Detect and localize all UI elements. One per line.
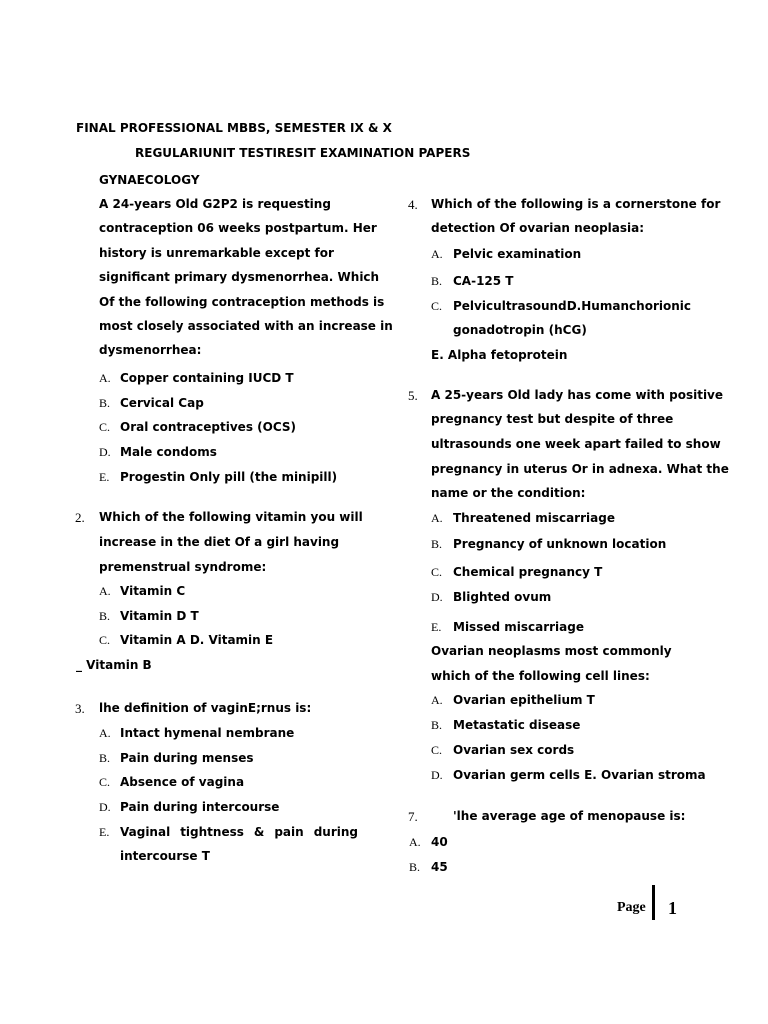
subject-heading: GYNAECOLOGY (99, 173, 200, 187)
option-text: Ovarian epithelium T (453, 693, 595, 707)
option-letter: D. (431, 590, 443, 604)
question-1-line: A 24-years Old G2P2 is requesting (99, 197, 331, 211)
word: & (253, 825, 265, 839)
option-text: gonadotropin (hCG) (453, 323, 587, 337)
option-text: Intact hymenal nembrane (120, 726, 295, 740)
option-letter: A. (99, 371, 111, 385)
option-letter: C. (99, 420, 111, 434)
option-text: 40 (431, 835, 448, 849)
question-2-line: premenstrual syndrome: (99, 560, 267, 574)
option-text: Male condoms (120, 445, 217, 459)
option-letter: C. (431, 743, 443, 757)
option-letter: B. (409, 860, 421, 874)
option-text: Vitamin C (120, 584, 186, 598)
question-1-line: history is unremarkable except for (99, 246, 334, 260)
option-text: Blighted ovum (453, 590, 552, 604)
question-5-line: name or the condition: (431, 486, 586, 500)
option-letter: D. (431, 768, 443, 782)
option-letter: D. (99, 800, 111, 814)
option-extra: E. Alpha fetoprotein (431, 348, 568, 362)
question-3-text: lhe definition of vaginE;rnus is: (99, 701, 312, 715)
word: D. (566, 299, 582, 313)
option-text: Threatened miscarriage (453, 511, 615, 525)
word: chorionic (629, 299, 691, 313)
question-7-text: 'lhe average age of menopause is: (453, 809, 686, 823)
question-4-line: Which of the following is a cornerstone for (431, 197, 721, 211)
question-1-line: contraception 06 weeks postpartum. Her (99, 221, 377, 235)
question-5-line: pregnancy in uterus Or in adnexa. What the (431, 462, 729, 476)
option-text: Cervical Cap (120, 396, 204, 410)
question-number: 2. (75, 510, 85, 525)
option-letter: E. (431, 620, 442, 634)
option-text: Copper containing IUCD T (120, 371, 294, 385)
option-text: 45 (431, 860, 448, 874)
option-letter: B. (431, 274, 443, 288)
option-letter: A. (409, 835, 421, 849)
word: during (313, 825, 358, 839)
option-text-justified (453, 299, 691, 314)
option-text: Chemical pregnancy T (453, 565, 603, 579)
word: pain (274, 825, 304, 839)
option-letter: B. (431, 718, 443, 732)
option-text: Metastatic disease (453, 718, 581, 732)
option-letter: C. (431, 299, 443, 313)
question-1-line: dysmenorrhea: (99, 343, 202, 357)
question-1-line: Of the following contraception methods is (99, 295, 385, 309)
option-text: Ovarian germ cells E. Ovarian stroma (453, 768, 706, 782)
option-letter: E. (99, 825, 110, 839)
option-letter: C. (99, 633, 111, 647)
question-2-line: Which of the following vitamin you will (99, 510, 363, 524)
option-letter: A. (431, 511, 443, 525)
question-1-line: significant primary dysmenorrhea. Which (99, 270, 380, 284)
option-letter: A. (431, 693, 443, 707)
word: Pelvic (453, 299, 494, 313)
question-5-line: pregnancy test but despite of three (431, 412, 674, 426)
question-number: 3. (75, 701, 85, 716)
option-extra: _ Vitamin B (76, 658, 152, 672)
option-letter: A. (99, 726, 111, 740)
option-text: Oral contraceptives (OCS) (120, 420, 296, 434)
word: Human (581, 299, 629, 313)
option-text: Vitamin D T (120, 609, 199, 623)
question-number: 5. (408, 388, 418, 403)
option-letter: A. (431, 247, 443, 261)
word: Vaginal (120, 825, 171, 839)
option-text: Pain during menses (120, 751, 254, 765)
header-line-2: REGULARIUNIT TESTIRESIT EXAMINATION PAPERS (135, 146, 471, 160)
option-text-justified (120, 825, 358, 840)
option-letter: E. (99, 470, 110, 484)
option-letter: C. (431, 565, 443, 579)
option-text: Ovarian sex cords (453, 743, 575, 757)
question-number: 7. (408, 809, 418, 824)
option-text: Vitamin A D. Vitamin E (120, 633, 274, 647)
option-letter: D. (99, 445, 111, 459)
question-6-line: Ovarian neoplasms most commonly (431, 644, 672, 658)
question-number: 4. (408, 197, 418, 212)
word: tightness (180, 825, 244, 839)
option-text: Pregnancy of unknown location (453, 537, 667, 551)
option-letter: B. (99, 751, 111, 765)
option-text: intercourse T (120, 849, 210, 863)
option-letter: B. (431, 537, 443, 551)
option-text: Pain during intercourse (120, 800, 280, 814)
option-letter: C. (99, 775, 111, 789)
option-letter: B. (99, 396, 111, 410)
option-text: Progestin Only pill (the minipill) (120, 470, 338, 484)
option-text: Absence of vagina (120, 775, 245, 789)
question-6-line: which of the following cell lines: (431, 669, 650, 683)
question-5-line: A 25-years Old lady has come with positive (431, 388, 724, 402)
header-line-1: FINAL PROFESSIONAL MBBS, SEMESTER IX & X (76, 121, 392, 135)
question-4-line: detection Of ovarian neoplasia: (431, 221, 645, 235)
question-1-line: most closely associated with an increase in (99, 319, 393, 333)
option-text: Pelvic examination (453, 247, 582, 261)
question-2-line: increase in the diet Of a girl having (99, 535, 340, 549)
question-5-line: ultrasounds one week apart failed to show (431, 437, 721, 451)
page-divider (652, 885, 655, 920)
option-text: Missed miscarriage (453, 620, 584, 634)
word: ultrasound (493, 299, 567, 313)
page-label: Page (617, 900, 646, 915)
option-text: CA-125 T (453, 274, 514, 288)
option-letter: A. (99, 584, 111, 598)
page-number: 1 (668, 898, 677, 918)
option-letter: B. (99, 609, 111, 623)
